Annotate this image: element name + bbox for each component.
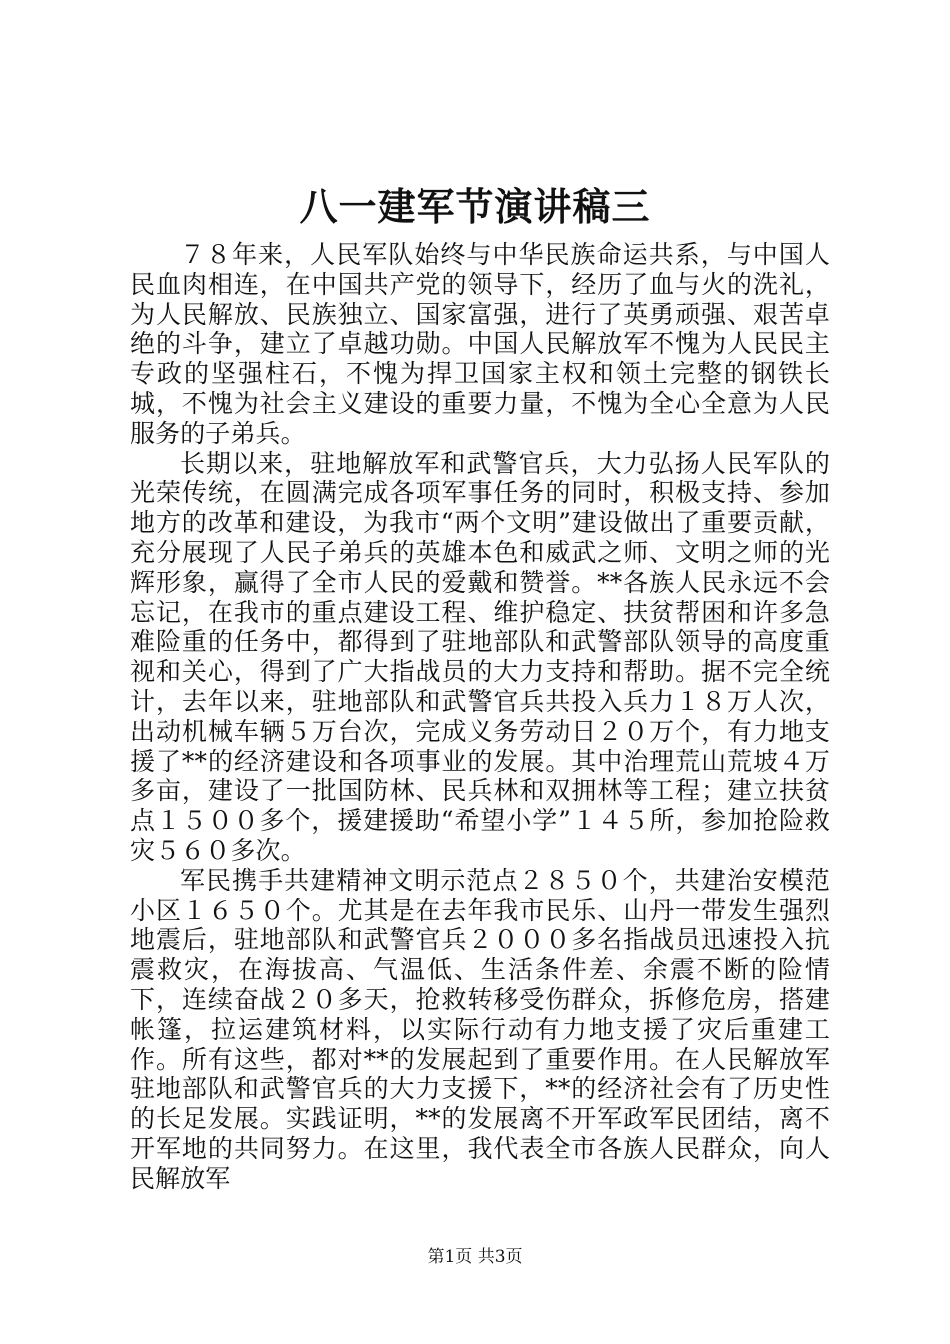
page-footer: 第1页 共3页 [427, 1247, 523, 1267]
paragraph-1: ７８年来，人民军队始终与中华民族命运共系，与中国人民血肉相连，在中国共产党的领导下，经历了血与火的洗礼，为人民解放、民族独立、国家富强，进行了英勇顽强、艰苦卓绝的斗争，建立了卓越功勋。中国人民解放军不愧为人民民主专政的坚强柱石，不愧为捍卫国家主权和领土完整的钢铁长城，不愧为社会主义建设的重要力量，不愧为全心全意为人民服务的子弟兵。 [130, 240, 830, 448]
document-title: 八一建军节演讲稿三 [299, 184, 651, 229]
paragraph-2: 长期以来，驻地解放军和武警官兵，大力弘扬人民军队的光荣传统，在圆满完成各项军事任务的同时，积极支持、参加地方的改革和建设，为我市“两个文明”建设做出了重要贡献，充分展现了人民子弟兵的英雄本色和威武之师、文明之师的光辉形象，赢得了全市人民的爱戴和赞誉。**各族人民永远不会忘记，在我市的重点建设工程、维护稳定、扶贫帮困和许多急难险重的任务中，都得到了驻地部队和武警部队领导的高度重视和关心，得到了广大指战员的大力支持和帮助。据不完全统计，去年以来，驻地部队和武警官兵共投入兵力１８万人次，出动机械车辆５万台次，完成义务劳动日２０万个，有力地支援了**的经济建设和各项事业的发展。其中治理荒山荒坡４万多亩，建设了一批国防林、民兵林和双拥林等工程；建立扶贫点１５００多个，援建援助“希望小学”１４５所，参加抢险救灾５６０多次。 [130, 448, 830, 865]
paragraph-3: 军民携手共建精神文明示范点２８５０个，共建治安模范小区１６５０个。尤其是在去年我市民乐、山丹一带发生强烈地震后，驻地部队和武警官兵２０００多名指战员迅速投入抗震救灾，在海拔高、气温低、生活条件差、余震不断的险情下，连续奋战２０多天，抢救转移受伤群众，拆修危房，搭建帐篷，拉运建筑材料，以实际行动有力地支援了灾后重建工作。所有这些，都对**的发展起到了重要作用。在人民解放军驻地部队和武警官兵的大力支援下，**的经济社会有了历史性的长足发展。实践证明，**的发展离不开军政军民团结，离不开军地的共同努力。在这里，我代表全市各族人民群众，向人民解放军 [130, 865, 830, 1193]
document-body [130, 240, 830, 1194]
